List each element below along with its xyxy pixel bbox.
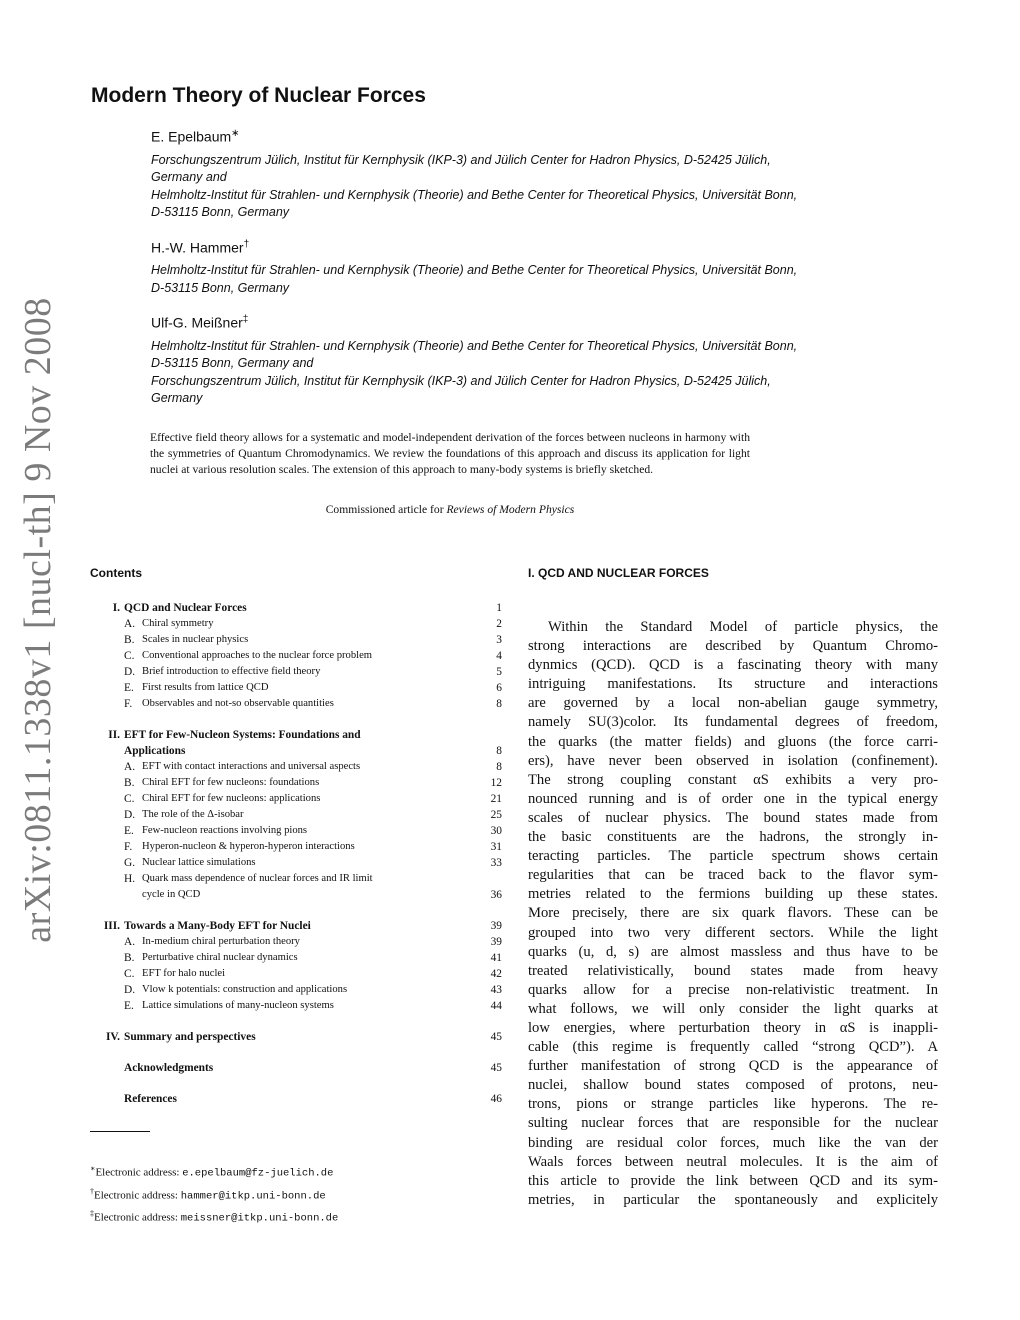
body-text-line: strong interactions are described by Quantum Chromo- (528, 638, 938, 655)
toc-entry-title: Few-nucleon reactions involving pions (142, 825, 308, 836)
toc-entry-page: 43 (490, 984, 502, 996)
toc-entry-title: Chiral symmetry (142, 618, 214, 629)
toc-entry-title: Chiral EFT for few nucleons: foundations (142, 777, 320, 788)
toc-entry-title: First results from lattice QCD (142, 682, 269, 693)
toc-entry (90, 966, 502, 982)
author-name-text: H.-W. Hammer (151, 239, 244, 256)
toc-entry-page: 5 (496, 666, 502, 678)
body-text-line: scales of nuclear physics. The bound states made from (528, 809, 938, 826)
toc-entry (90, 982, 502, 998)
toc-entry-title: Chiral EFT for few nucleons: applications (142, 793, 321, 804)
body-text-line: further manifestation of strong QCD is the appearance of (528, 1058, 938, 1075)
toc-entry-title: Summary and perspectives (124, 1031, 256, 1043)
toc-entry-title: EFT with contact interactions and universal aspects (142, 761, 361, 772)
toc-entry-label: F. (124, 698, 133, 710)
toc-entry (90, 950, 502, 966)
affiliation-line: Helmholtz-Institut für Strahlen- und Kernphysik (Theorie) and Bethe Center for Theoretical Physics, Universität Bonn, (151, 338, 798, 353)
toc-entry-title: In-medium chiral perturbation theory (142, 936, 300, 947)
author-block (151, 124, 941, 408)
toc-entry-label: B. (124, 634, 135, 646)
toc-entry (90, 918, 502, 934)
toc-entry-page: 36 (490, 889, 502, 901)
body-text-line: nuclei, shallow bound states composed of protons, neu- (528, 1077, 938, 1094)
toc-entry-page: 44 (490, 1000, 502, 1012)
body-text-line: the quarks (the matter fields) and gluons (the force carri- (528, 733, 938, 750)
toc-entry-page: 21 (490, 793, 502, 805)
toc-entry (90, 680, 502, 696)
toc-entry (90, 632, 502, 648)
toc-entry-label: A. (124, 936, 136, 948)
footnote-divider (90, 1131, 150, 1132)
body-text-line: are governed by a local non-abelian gauge symmetry, (528, 695, 938, 712)
toc-entry (90, 616, 502, 632)
body-text-line: trons, pions or strange particles like hyperons. The re- (528, 1096, 938, 1113)
body-text-column (528, 618, 938, 1210)
toc-entry-page: 39 (490, 936, 502, 948)
toc-entry (90, 871, 502, 887)
toc-entry (90, 727, 502, 743)
footnote-mark: † (90, 1186, 94, 1196)
toc-entry (90, 743, 502, 759)
author-affiliation (151, 338, 941, 408)
toc-entry-page: 31 (490, 841, 502, 853)
toc-entry (90, 823, 502, 839)
affiliation-line: D-53115 Bonn, Germany (151, 280, 290, 295)
body-text-line: metries related to the fermions building up these states. (528, 886, 938, 903)
toc-entry-page: 4 (496, 650, 502, 662)
footnote-prefix: Electronic address: (94, 1189, 181, 1202)
body-text-line: cable (this regime is frequently called “strong QCD”). A (528, 1039, 938, 1056)
body-text-line: namely SU(3)color. Its fundamental degrees of freedom, (528, 714, 938, 731)
toc-entry-page: 8 (496, 698, 502, 710)
toc-entry-page: 12 (490, 777, 502, 789)
commissioned-journal: Reviews of Modern Physics (446, 503, 575, 516)
toc-entry (90, 791, 502, 807)
toc-entry-title: Quark mass dependence of nuclear forces and IR limit (142, 873, 373, 884)
toc-entry-label: E. (124, 825, 134, 837)
footnote (90, 1160, 338, 1183)
toc-entry-title: Applications (124, 745, 186, 757)
toc-entry-label: A. (124, 618, 136, 630)
arxiv-identifier-stamp (10, 297, 66, 943)
toc-entry-title: EFT for halo nuclei (142, 968, 226, 979)
author-affiliation (151, 152, 941, 222)
toc-entry-page: 3 (496, 634, 502, 646)
toc-entry (90, 998, 502, 1014)
author-name (151, 124, 941, 147)
body-text-line: ers), have never been observed in isolation (confinement). (528, 752, 938, 769)
toc-entry-label: C. (124, 650, 135, 662)
toc-entry-title: Observables and not-so observable quantities (142, 698, 334, 709)
body-text-line: Waals forces between neutral molecules. It is the aim of (528, 1153, 938, 1170)
toc-entry-page: 45 (490, 1062, 502, 1074)
body-text-line: teracting particles. The particle spectrum shows certain (528, 848, 938, 865)
toc-entry-title: EFT for Few-Nucleon Systems: Foundations and (124, 729, 361, 741)
toc-entry-label: II. (108, 729, 120, 741)
toc-gap (90, 903, 502, 918)
toc-entry (90, 807, 502, 823)
toc-entry (90, 759, 502, 775)
toc-entry-label: IV. (105, 1031, 120, 1043)
footnote (90, 1183, 338, 1206)
footnote-prefix: Electronic address: (95, 1166, 183, 1179)
affiliation-line: Helmholtz-Institut für Strahlen- und Kernphysik (Theorie) and Bethe Center for Theoretical Physics, Universität Bonn, (151, 187, 798, 202)
body-text-line: The strong coupling constant αS exhibits a very pro- (528, 771, 938, 788)
toc-entry-title: Scales in nuclear physics (142, 634, 249, 645)
paper-title: Modern Theory of Nuclear Forces (91, 84, 426, 107)
toc-entry-label: D. (124, 809, 136, 821)
toc-entry-title: QCD and Nuclear Forces (124, 602, 247, 614)
toc-entry (90, 696, 502, 712)
footnote-email: meissner@itkp.uni-bonn.de (180, 1212, 339, 1225)
toc-entry-title: Acknowledgments (124, 1062, 214, 1074)
toc-entry (90, 1029, 502, 1045)
toc-gap (90, 1014, 502, 1029)
toc-entry-title: The role of the Δ-isobar (142, 809, 244, 820)
toc-entry-label: B. (124, 952, 135, 964)
body-text-line: low energies, where perturbation theory in αS is inappli- (528, 1019, 938, 1036)
toc-entry-label: D. (124, 984, 136, 996)
toc-entry-label: C. (124, 793, 135, 805)
toc-entry (90, 839, 502, 855)
abstract: Effective field theory allows for a systematic and model-independent derivation of the forces between nucleons in harmony with the symmetries of Quantum Chromodynamics. We review the foundations of this approach and discuss its application for light nuclei at various resolution scales. The extension of this approach to many-body systems is briefly sketched. (150, 431, 750, 476)
body-text-line: Within the Standard Model of particle physics, the (548, 619, 938, 635)
toc-entry-title: Towards a Many-Body EFT for Nuclei (124, 920, 311, 932)
commissioned-note (150, 503, 750, 516)
toc-entry-page: 8 (496, 745, 502, 757)
body-text-line: dynmics (QCD). QCD is a fascinating theory with many (528, 657, 938, 674)
body-text-line: More precisely, there are six quark flavors. These can be (528, 905, 938, 922)
toc-entry-label: B. (124, 777, 135, 789)
toc-entry (90, 664, 502, 680)
toc-entry-page: 45 (490, 1031, 502, 1043)
footnotes (90, 1160, 338, 1228)
toc-entry-title: Hyperon-nucleon & hyperon-hyperon interactions (142, 841, 355, 852)
toc-entry-title: Conventional approaches to the nuclear force problem (142, 650, 373, 661)
toc-gap (90, 1076, 502, 1091)
toc-entry (90, 648, 502, 664)
footnote-mark: ∗ (90, 1164, 96, 1173)
footnote-email: hammer@itkp.uni-bonn.de (180, 1190, 326, 1203)
body-text-line: quarks allow for a precise non-relativistic treatment. In (528, 981, 938, 998)
toc-entry (90, 775, 502, 791)
body-text-line: quarks (u, d, s) are almost massless and thus have to be (528, 943, 938, 960)
author-footnote-mark: ∗ (231, 128, 240, 139)
toc-entry-label: F. (124, 841, 133, 853)
toc-entry-page: 6 (496, 682, 502, 694)
toc-entry-title: Brief introduction to effective field theory (142, 666, 321, 677)
body-text-line: regularities that can be traced back to the flavor sym- (528, 867, 938, 884)
footnote-mark: ‡ (90, 1209, 94, 1219)
body-text-line: the basic constituents are the hadrons, the strongly in- (528, 829, 938, 846)
toc-entry-label: E. (124, 1000, 134, 1012)
toc-entry-title: References (124, 1093, 177, 1105)
toc-entry-page: 33 (490, 857, 502, 869)
affiliation-line: D-53115 Bonn, Germany and (151, 356, 314, 371)
body-text-line: nounced running and is of order one in the typical energy (528, 790, 938, 807)
affiliation-line: Helmholtz-Institut für Strahlen- und Kernphysik (Theorie) and Bethe Center for Theoretical Physics, Universität Bonn, (151, 263, 798, 278)
body-text-line: treated relativistically, bound states made from heavy (528, 962, 938, 979)
toc-gap (90, 712, 502, 727)
affiliation-line: Forschungszentrum Jülich, Institut für Kernphysik (IKP-3) and Jülich Center for Hadron Physics, D-52425 Jülich, (151, 373, 771, 388)
toc-entry-page: 41 (490, 952, 502, 964)
body-text-line: grouped into two very different sectors. While the light (528, 924, 938, 941)
toc-entry-title: Vlow k potentials: construction and applications (142, 984, 348, 995)
toc-entry-label: III. (103, 920, 120, 932)
affiliation-line: Germany (151, 391, 203, 406)
affiliation-line: Germany and (151, 170, 227, 185)
toc-entry-page: 30 (490, 825, 502, 837)
toc-entry-page: 39 (490, 920, 502, 932)
body-text-line: what follows, we will only consider the light quarks at (528, 1000, 938, 1017)
toc-entry-title: Nuclear lattice simulations (142, 857, 256, 868)
body-text-line: sulting nuclear forces that are responsible for the nuclear (528, 1115, 938, 1132)
body-text-line: binding are residual color forces, much like the van der (528, 1134, 938, 1151)
toc-entry-label: C. (124, 968, 135, 980)
toc-entry-label: H. (124, 873, 136, 885)
toc-entry (90, 1060, 502, 1076)
footnote-prefix: Electronic address: (94, 1211, 181, 1224)
toc-entry-page: 8 (496, 761, 502, 773)
body-text-line: metries, in particular the spontaneously and explicitely (528, 1191, 938, 1208)
toc-entry-page: 1 (496, 602, 502, 614)
toc-entry-label: E. (124, 682, 134, 694)
toc-entry-label: A. (124, 761, 136, 773)
author-name (151, 310, 941, 333)
toc-entry-label: D. (124, 666, 136, 678)
commissioned-prefix: Commissioned article for (325, 503, 447, 516)
toc-gap (90, 1045, 502, 1060)
author-affiliation (151, 262, 941, 297)
toc-entry-label: I. (112, 602, 120, 614)
toc-entry (90, 934, 502, 950)
toc-entry-title: cycle in QCD (142, 889, 201, 900)
affiliation-line: D-53115 Bonn, Germany (151, 205, 290, 220)
arxiv-identifier-text: arXiv:0811.1338v1 [nucl-th] 9 Nov 2008 (17, 297, 59, 943)
toc-entry (90, 1091, 502, 1107)
affiliation-line: Forschungszentrum Jülich, Institut für Kernphysik (IKP-3) and Jülich Center for Hadron Physics, D-52425 Jülich, (151, 152, 771, 167)
toc-entry-title: Lattice simulations of many-nucleon systems (142, 1000, 334, 1011)
table-of-contents (90, 600, 502, 1107)
section-1-heading: I. QCD AND NUCLEAR FORCES (528, 566, 709, 580)
author-footnote-mark: † (243, 238, 250, 250)
toc-entry-page: 25 (490, 809, 502, 821)
body-text-line: this article to provide the link between QCD and its sym- (528, 1172, 938, 1189)
toc-entry-page: 46 (490, 1093, 502, 1105)
author-name-text: Ulf-G. Meißner (151, 314, 243, 331)
toc-entry (90, 887, 502, 903)
footnote-email: e.epelbaum@fz-juelich.de (182, 1167, 334, 1180)
toc-entry-page: 42 (490, 968, 502, 980)
toc-entry-page: 2 (496, 618, 502, 630)
author-footnote-mark: ‡ (242, 314, 249, 326)
toc-entry-label: G. (124, 857, 136, 869)
toc-entry-title: Perturbative chiral nuclear dynamics (142, 952, 298, 963)
author-name (151, 235, 941, 258)
author-name-text: E. Epelbaum (151, 128, 232, 145)
toc-entry (90, 600, 502, 616)
toc-entry (90, 855, 502, 871)
footnote (90, 1205, 338, 1228)
body-text-line: intriguing manifestations. Its structure and interactions (528, 676, 938, 693)
contents-heading: Contents (90, 566, 142, 580)
